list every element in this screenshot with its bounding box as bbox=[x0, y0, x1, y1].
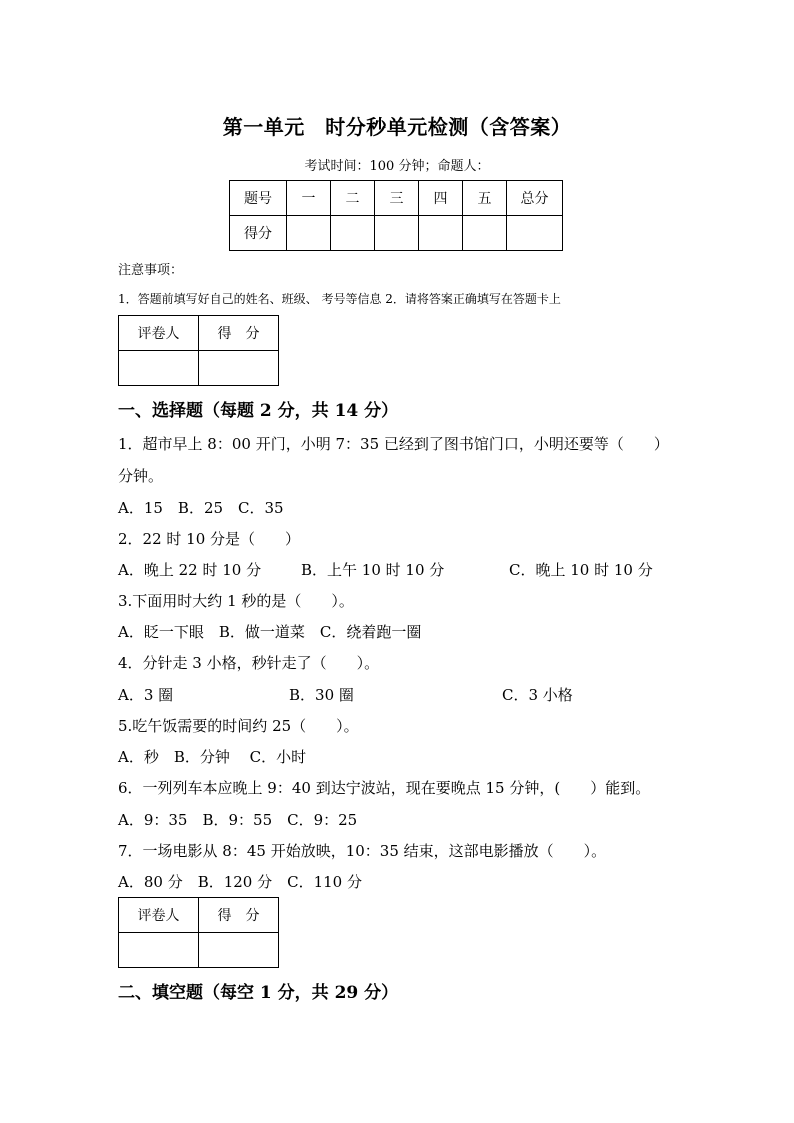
reviewer-cell[interactable] bbox=[119, 933, 199, 968]
exam-info: 考试时间：100 分钟；命题人： bbox=[304, 159, 490, 174]
question-3: 3.下面用时大约 1 秒的是（ ）。 bbox=[118, 592, 354, 610]
reviewer-label: 评卷人 bbox=[119, 316, 199, 351]
score-header-cell: 二 bbox=[331, 181, 375, 216]
score-header-cell: 三 bbox=[375, 181, 419, 216]
option-c: C．晚上 10 时 10 分 bbox=[509, 561, 653, 579]
grader-box bbox=[118, 315, 279, 386]
score-table-score-row bbox=[230, 216, 563, 251]
question-6-options: A．9：35 B．9：55 C．9：25 bbox=[118, 811, 358, 829]
question-7-options: A．80 分 B．120 分 C．110 分 bbox=[118, 873, 362, 891]
question-1-cont: 分钟。 bbox=[118, 467, 164, 485]
question-5-options: A．秒 B．分钟 C．小时 bbox=[118, 748, 307, 766]
question-2-options bbox=[118, 559, 718, 579]
grader-score-cell[interactable] bbox=[199, 933, 279, 968]
score-header-cell: 四 bbox=[419, 181, 463, 216]
question-1: 1．超市早上 8：00 开门，小明 7：35 已经到了图书馆门口，小明还要等（ ） bbox=[118, 435, 669, 453]
page-title: 第一单元 时分秒单元检测（含答案） bbox=[222, 115, 572, 139]
score-header-cell: 一 bbox=[287, 181, 331, 216]
score-cell[interactable] bbox=[331, 216, 375, 251]
question-6: 6．一列列车本应晚上 9：40 到达宁波站，现在要晚点 15 分钟，( ）能到。 bbox=[118, 779, 651, 797]
question-7: 7．一场电影从 8：45 开始放映，10：35 结束，这部电影播放（ ）。 bbox=[118, 842, 607, 860]
reviewer-label: 评卷人 bbox=[119, 898, 199, 933]
score-cell[interactable] bbox=[375, 216, 419, 251]
score-header-cell: 总分 bbox=[507, 181, 563, 216]
question-1-options: A．15 B．25 C．35 bbox=[118, 499, 284, 517]
section2-heading: 二、填空题（每空 1 分，共 29 分） bbox=[118, 983, 399, 1003]
score-cell[interactable] bbox=[419, 216, 463, 251]
question-4-options bbox=[118, 684, 718, 704]
score-cell[interactable] bbox=[287, 216, 331, 251]
score-label: 得 分 bbox=[199, 898, 279, 933]
option-a: A．晚上 22 时 10 分 bbox=[118, 561, 262, 579]
score-table-header-row bbox=[230, 181, 563, 216]
notice-text: 1．答题前填写好自己的姓名、班级、 考号等信息 2．请将答案正确填写在答题卡上 bbox=[118, 292, 561, 306]
question-5: 5.吃午饭需要的时间约 25（ ）。 bbox=[118, 717, 359, 735]
question-2: 2．22 时 10 分是（ ） bbox=[118, 530, 301, 548]
score-row-label: 得分 bbox=[230, 216, 287, 251]
option-a: A．3 圈 bbox=[118, 686, 174, 704]
grader-box bbox=[118, 897, 279, 968]
option-b: B．30 圈 bbox=[289, 686, 354, 704]
option-c: C．3 小格 bbox=[502, 686, 573, 704]
question-3-options: A．眨一下眼 B．做一道菜 C．绕着跑一圈 bbox=[118, 623, 422, 641]
reviewer-cell[interactable] bbox=[119, 351, 199, 386]
section1-heading: 一、选择题（每题 2 分，共 14 分） bbox=[118, 401, 399, 421]
score-cell[interactable] bbox=[463, 216, 507, 251]
score-label: 得 分 bbox=[199, 316, 279, 351]
question-4: 4．分针走 3 小格，秒针走了（ ）。 bbox=[118, 654, 380, 672]
score-header-cell: 题号 bbox=[230, 181, 287, 216]
notice-title: 注意事项： bbox=[118, 263, 184, 278]
option-b: B．上午 10 时 10 分 bbox=[301, 561, 445, 579]
score-cell[interactable] bbox=[507, 216, 563, 251]
score-table bbox=[229, 180, 563, 251]
score-header-cell: 五 bbox=[463, 181, 507, 216]
grader-score-cell[interactable] bbox=[199, 351, 279, 386]
